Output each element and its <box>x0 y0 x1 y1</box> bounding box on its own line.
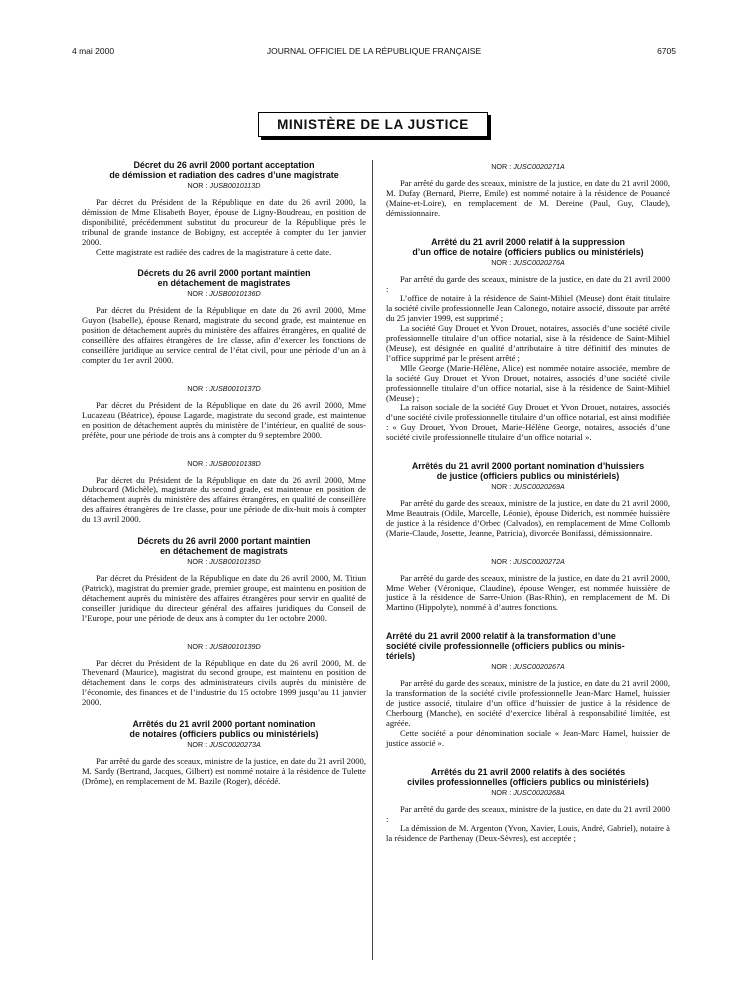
nor-label: NOR : <box>491 482 512 492</box>
nor-reference <box>82 384 366 393</box>
nor-reference <box>386 162 670 171</box>
body-paragraph: Par arrêté du garde des sceaux, ministre de la justice, en date du 21 avril 2000, M. Sardy (Bertrand, Jacques, Gilbert) est nommé notaire à la résidence de Tulette (Drôme), en remplacement de M. Bazile (Roger), décédé. <box>82 756 366 786</box>
nor-label: NOR : <box>187 181 208 190</box>
nor-code: JUSB0010137D <box>209 383 261 393</box>
ministry-title-box: MINISTÈRE DE LA JUSTICE <box>258 112 488 137</box>
section-spacer <box>386 613 670 631</box>
section-heading-line: Décrets du 26 avril 2000 portant maintien <box>137 268 311 279</box>
nor-reference <box>82 740 366 749</box>
nor-reference <box>82 289 366 298</box>
nor-reference <box>82 642 366 651</box>
column-divider <box>372 160 373 960</box>
nor-reference <box>386 258 670 267</box>
section-spacer <box>386 749 670 767</box>
section-heading <box>386 237 670 257</box>
section-spacer <box>82 525 366 536</box>
nor-reference <box>386 557 670 566</box>
nor-code: JUSC0020276A <box>513 257 565 267</box>
nor-label: NOR : <box>187 289 208 299</box>
nor-code: JUSB0010139D <box>209 641 261 651</box>
nor-reference <box>82 459 366 468</box>
section-heading-line: Arrêtés du 21 avril 2000 portant nomination d’huissiers <box>411 461 645 472</box>
section-heading-line: de notaires (officiers publics ou ministériels) <box>129 729 319 740</box>
section-heading <box>386 631 670 661</box>
section-heading-line: civiles professionnelles (officiers publics ou ministériels) <box>407 776 649 787</box>
section-heading-line: Arrêtés du 21 avril 2000 relatifs à des sociétés <box>430 766 626 777</box>
nor-code: JUSB0010135D <box>209 557 261 567</box>
body-paragraph: La raison sociale de la société Guy Drouet et Yvon Drouet, notaires, associés d’une société civile professionnelle titulaire d’un office notarial, est ainsi modifiée : « Guy Drouet, Yvon Drouet, Marie-Hélène George, notaires, associés d’une société civile professionnelle titulaire d’un office notarial ». <box>386 402 670 443</box>
nor-code: JUSC0020269A <box>513 482 565 492</box>
nor-label: NOR : <box>187 458 208 468</box>
nor-label: NOR : <box>187 740 208 750</box>
nor-code: JUSB0010136D <box>209 289 261 299</box>
page-number: 6705 <box>657 46 676 56</box>
body-paragraph: La démission de M. Argenton (Yvon, Xavier, Louis, André, Gabriel), notaire à la résidence de Parthenay (Deux-Sèvres), est acceptée ; <box>386 823 670 844</box>
body-paragraph: Mlle George (Marie-Hélène, Alice) est nommée notaire associée, membre de la société Guy Drouet et Yvon Drouet, notaires, associés d’une société civile professionnelle titulaire d’un office notarial, sise à la résidence de Saint-Mihiel (Meuse) ; <box>386 362 670 403</box>
section-spacer <box>82 624 366 642</box>
nor-reference <box>386 662 670 671</box>
right-column <box>386 162 670 844</box>
nor-reference <box>386 482 670 491</box>
body-paragraph: Par arrêté du garde des sceaux, ministre de la justice, en date du 21 avril 2000, M. Dufay (Bernard, Pierre, Emile) est nommé notaire à la résidence de Pouancé (Maine-et-Loire), en remplacement de M. Dereine (Paul, Guy, Claude), démissionnaire. <box>386 178 670 218</box>
body-paragraph: L’office de notaire à la résidence de Saint-Mihiel (Meuse) dont était titulaire la société civile professionnelle Jean Calonego, notaire associé, dissoute par arrêté du 25 janvier 1999, est supprimé ; <box>386 293 670 324</box>
body-paragraph: Par décret du Président de la République en date du 26 avril 2000, M. Titiun (Patrick), magistrat du premier grade, premier groupe, est maintenu en position de détachement auprès du ministère des affaires étrangères pour servir en qualité de conseiller juridique du directeur général des affaires juridiques du Conseil de l’Europe, pour une période de deux ans à compter du 1er octobre 2000. <box>82 573 366 623</box>
section-spacer <box>386 219 670 237</box>
journal-title: JOURNAL OFFICIEL DE LA RÉPUBLIQUE FRANÇAISE <box>266 46 482 56</box>
issue-date: 4 mai 2000 <box>72 46 115 56</box>
section-heading-line: de démission et radiation des cadres d’une magistrate <box>109 170 339 180</box>
section-heading-line: Arrêté du 21 avril 2000 relatif à la suppression <box>431 236 625 247</box>
nor-code: JUSC0020271A <box>513 162 565 171</box>
nor-code: JUSB0010138D <box>209 458 261 468</box>
nor-label: NOR : <box>491 257 512 267</box>
section-heading <box>82 160 366 180</box>
section-heading-line: d’un office de notaire (officiers publics ou ministériels) <box>412 246 644 257</box>
section-spacer <box>82 257 366 268</box>
nor-label: NOR : <box>187 383 208 393</box>
section-spacer <box>386 443 670 461</box>
body-paragraph: La société Guy Drouet et Yvon Drouet, notaires, associés d’une société civile professionnelle titulaire d’un office notarial, sise à la résidence de Saint-Mihiel (Meuse), est désignée en qualité d’attributaire à titre définitif des minutes de l’office supprimé par le présent arrêté ; <box>386 323 670 363</box>
nor-label: NOR : <box>187 641 208 651</box>
body-paragraph: Par arrêté du garde des sceaux, ministre de la justice, en date du 21 avril 2000, Mme Beautrais (Odile, Marcelle, Léonie), épouse Diderich, est nommée huissière de justice à la résidence d’Orbec (Calvados), en remplacement de Mme Collomb (Marie-Claude, Josette, Jeanne, Patricia), divorcée Bonifassi, démissionnaire. <box>386 498 670 538</box>
nor-code: JUSC0020267A <box>513 662 565 672</box>
nor-reference <box>386 788 670 797</box>
section-heading <box>82 268 366 288</box>
section-heading-line: Décret du 26 avril 2000 portant acceptation <box>133 160 315 170</box>
body-paragraph: Cette société a pour dénomination sociale « Jean-Marc Hamel, huissier de justice associé ». <box>386 727 670 748</box>
section-spacer <box>82 708 366 719</box>
section-heading-line: Décrets du 26 avril 2000 portant maintien <box>137 536 311 547</box>
section-heading-line: en détachement de magistrates <box>157 278 291 289</box>
nor-code: JUSC0020273A <box>209 740 261 750</box>
section-heading <box>82 536 366 556</box>
body-paragraph: Par décret du Président de la République en date du 26 avril 2000, Mme Guyon (Isabelle), épouse Renard, magistrate du second grade, est maintenue en position de détachement auprès du ministère des affaires étrangères, en qualité de conseillère des affaires étrangères de 1re classe, afin d’exercer les fonctions de conseillère juridique au service central de l’état civil, pour une période d’un an à compter du 1er avril 2000. <box>82 305 366 365</box>
body-paragraph: Par arrêté du garde des sceaux, ministre de la justice, en date du 21 avril 2000 : <box>386 803 670 824</box>
nor-reference <box>82 557 366 566</box>
section-heading-line: Arrêté du 21 avril 2000 relatif à la transformation d’une <box>386 631 616 642</box>
section-heading-line: en détachement de magistrats <box>160 546 288 557</box>
nor-label: NOR : <box>187 557 208 567</box>
body-paragraph: Par décret du Président de la République en date du 26 avril 2000, Mme Lucazeau (Béatrice), épouse Lagarde, magistrate du second grade, est maintenue en position de détachement auprès du ministère de l’intérieur, en qualité de sous-préfète, pour une période de trois ans à compter du 9 septembre 2000. <box>82 399 366 440</box>
nor-label: NOR : <box>491 787 512 797</box>
body-paragraph: Cette magistrate est radiée des cadres de la magistrature à cette date. <box>96 246 332 257</box>
nor-code: JUSC0020268A <box>513 787 565 797</box>
body-paragraph: Par arrêté du garde des sceaux, ministre de la justice, en date du 21 avril 2000, Mme Weber (Véronique, Claudine), épouse Wenger, est nommée huissière de justice à la résidence de Sarre-Union (Bas-Rhin), en remplacement de M. Di Martino (Hippolyte), nommé à d’autres fonctions. <box>386 572 670 613</box>
body-paragraph: Par arrêté du garde des sceaux, ministre de la justice, en date du 21 avril 2000 : <box>386 273 670 294</box>
section-spacer <box>82 441 366 459</box>
section-heading <box>386 767 670 787</box>
body-paragraph: Par décret du Président de la République en date du 26 avril 2000, M. de Thevenard (Maurice), magistrat du second groupe, est maintenu en position de détachement dans le corps des administrateurs civils auprès du ministère de l’économie, des finances et de l’industrie du 15 octobre 1999 jusqu’au 11 janvier 2000. <box>82 657 366 708</box>
section-heading-line: tériels) <box>386 651 416 662</box>
nor-reference <box>82 181 366 190</box>
section-heading-line: de justice (officiers publics ou ministériels) <box>436 471 620 482</box>
nor-code: JUSB0010113D <box>209 181 261 190</box>
page-header <box>72 46 676 58</box>
section-spacer <box>386 539 670 557</box>
nor-code: JUSC0020272A <box>513 556 565 566</box>
body-paragraph: Par arrêté du garde des sceaux, ministre de la justice, en date du 21 avril 2000, la transformation de la société civile professionnelle Jean-Marc Hamel, huissier de justice associé, titulaire d’un office d’huissier de justice à la résidence de Cherbourg (Manche), en société d’exercice libéral à responsabilité limitée, est agréée. <box>386 678 670 728</box>
section-heading-line: Arrêtés du 21 avril 2000 portant nomination <box>132 719 316 730</box>
body-paragraph: Par décret du Président de la République en date du 26 avril 2000, Mme Dubrocard (Michèle), magistrate du second grade, est maintenue en position de détachement auprès du ministère des affaires étrangères, en qualité de conseillère des affaires étrangères de 1re classe, pour une période de dix-huit mois à compter du 13 avril 2000. <box>82 474 366 525</box>
nor-label: NOR : <box>491 162 512 171</box>
body-paragraph: Par décret du Président de la République en date du 26 avril 2000, la démission de Mme Elisabeth Boyer, épouse de Ligny-Boudreau, en position de disponibilité, précédemment substitut du procureur de la République près le tribunal de grande instance de Bobigny, est acceptée à compter du 1er janvier 2000. <box>82 197 366 247</box>
nor-label: NOR : <box>491 662 512 672</box>
nor-label: NOR : <box>491 556 512 566</box>
section-heading-line: société civile professionnelle (officiers publics ou minis- <box>386 641 625 652</box>
section-heading <box>82 719 366 739</box>
section-spacer <box>82 366 366 384</box>
left-column <box>82 160 366 787</box>
section-heading <box>386 461 670 481</box>
